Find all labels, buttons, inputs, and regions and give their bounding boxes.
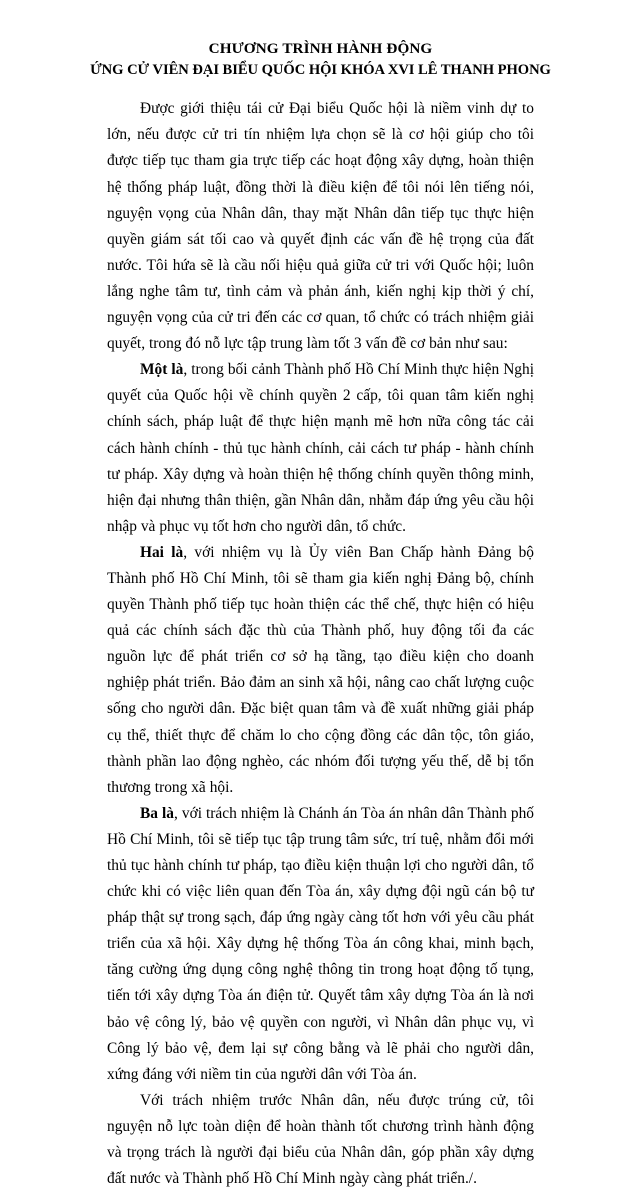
document-body <box>107 96 534 1192</box>
point-three-lead: Ba là <box>140 804 174 822</box>
point-three-body: , với trách nhiệm là Chánh án Tòa án nhân dân Thành phố Hồ Chí Minh, tôi sẽ tiếp tục tập trung tâm sức, trí tuệ, nhằm đổi mới thủ tục hành chính tư pháp, tạo điều kiện thuận lợi cho người dân, tổ chức khi có việc liên quan đến Tòa án, xây dựng đội ngũ cán bộ tư pháp thật sự trong sạch, đáp ứng ngày càng tốt hơn với yêu cầu phát triển của xã hội. Xây dựng hệ thống Tòa án công khai, minh bạch, tăng cường ứng dụng công nghệ thông tin trong hoạt động tố tụng, tiến tới xây dựng Tòa án điện tử. Quyết tâm xây dựng Tòa án là nơi bảo vệ công lý, bảo vệ quyền con người, vì Nhân dân phục vụ, vì Công lý bảo vệ, đem lại sự công bằng và lẽ phải cho người dân, xứng đáng với niềm tin của người dân với Tòa án. <box>107 804 534 1083</box>
point-two-paragraph <box>107 540 534 801</box>
point-two-body: , với nhiệm vụ là Ủy viên Ban Chấp hành Đảng bộ Thành phố Hồ Chí Minh, tôi sẽ tham gia kiến nghị Đảng bộ, chính quyền Thành phố tiếp tục hoàn thiện các thể chế, thực hiện có hiệu quả các chính sách đặc thù của Thành phố, huy động tối đa các nguồn lực để phát triển cơ sở hạ tầng, tạo điều kiện cho doanh nghiệp phát triển. Bảo đảm an sinh xã hội, nâng cao chất lượng cuộc sống cho người dân. Đặc biệt quan tâm và đề xuất những giải pháp cụ thể, thiết thực để chăm lo cho cộng đồng các dân tộc, tôn giáo, thành phần lao động nghèo, các nhóm đối tượng yếu thế, dễ bị tổn thương trong xã hội. <box>107 543 534 796</box>
closing-paragraph: Với trách nhiệm trước Nhân dân, nếu được trúng cử, tôi nguyện nỗ lực toàn diện để hoàn thành tốt chương trình hành động và trọng trách là người đại biểu của Nhân dân, góp phần xây dựng đất nước và Thành phố Hồ Chí Minh ngày càng phát triển./. <box>107 1091 534 1188</box>
point-three-paragraph <box>107 801 534 1088</box>
point-one-lead: Một là <box>140 361 184 379</box>
point-one-paragraph <box>107 357 534 540</box>
intro-paragraph: Được giới thiệu tái cử Đại biểu Quốc hội là niềm vinh dự to lớn, nếu được cử tri tín nhiệm lựa chọn sẽ là cơ hội giúp cho tôi được tiếp tục tham gia trực tiếp các hoạt động xây dựng, hoàn thiện hệ thống pháp luật, đồng thời là điều kiện để tôi nói lên tiếng nói, nguyện vọng của Nhân dân, thay mặt Nhân dân tiếp tục thực hiện quyền giám sát tối cao và quyết định các vấn đề hệ trọng của đất nước. Tôi hứa sẽ là cầu nối hiệu quả giữa cử tri với Quốc hội; luôn lắng nghe tâm tư, tình cảm và phản ánh, kiến nghị kịp thời ý chí, nguyện vọng của cử tri đến các cơ quan, tổ chức có trách nhiệm giải quyết, trong đó nỗ lực tập trung làm tốt 3 vấn đề cơ bản như sau: <box>107 100 534 353</box>
title-line-1: CHƯƠNG TRÌNH HÀNH ĐỘNG <box>208 40 433 57</box>
title-line-2: ỨNG CỬ VIÊN ĐẠI BIỂU QUỐC HỘI KHÓA XVI LÊ THANH PHONG <box>90 61 551 78</box>
point-one-body: , trong bối cảnh Thành phố Hồ Chí Minh thực hiện Nghị quyết của Quốc hội về chính quyền 2 cấp, tôi quan tâm kiến nghị chính sách, pháp luật để thực hiện mạnh mẽ hơn nữa công tác cải cách hành chính - thủ tục hành chính, cải cách tư pháp - hành chính tư pháp. Xây dựng và hoàn thiện hệ thống chính quyền thông minh, hiện đại nhưng thân thiện, gần Nhân dân, nhằm đáp ứng yêu cầu hội nhập và phục vụ tốt hơn cho người dân, tổ chức. <box>107 361 534 535</box>
page-title <box>85 38 556 80</box>
point-two-lead: Hai là <box>140 543 184 561</box>
